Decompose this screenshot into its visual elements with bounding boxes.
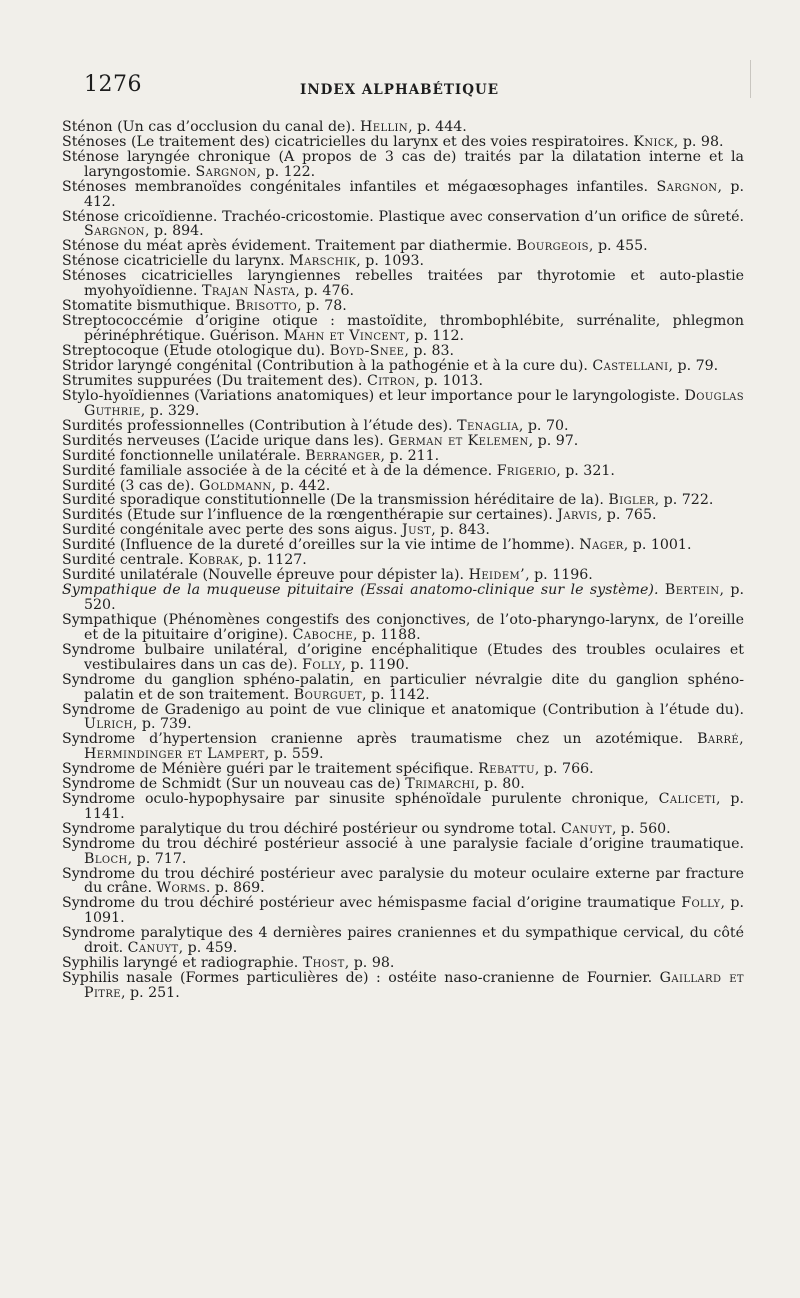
index-entry xyxy=(62,374,744,389)
entry-page-ref: , p. 329. xyxy=(140,402,200,419)
index-entry xyxy=(62,269,744,299)
index-entry xyxy=(62,837,744,867)
entry-page-ref: , p. 843. xyxy=(431,522,490,539)
entry-page-ref: , p. 112. xyxy=(405,327,465,344)
index-entry xyxy=(62,135,744,150)
entry-page-ref: , p. 1093. xyxy=(356,253,425,270)
entry-author: Bloch xyxy=(84,850,128,867)
entry-page-ref: , p. 78. xyxy=(297,298,347,315)
entry-author: Barré, Hermindinger et Lampert xyxy=(84,731,745,763)
entry-page-ref: , p. 459. xyxy=(178,939,238,956)
entry-author: Jarvis xyxy=(557,507,598,524)
entry-author: Castellani xyxy=(592,357,669,374)
entry-author: Boyd-Snee xyxy=(329,342,405,359)
entry-author: Hellin xyxy=(360,119,409,135)
entry-author: Marschik xyxy=(289,253,357,270)
entry-title: Syndrome de Ménière guéri par le traitement spécifique. xyxy=(62,761,474,778)
entry-page-ref: , p. 1127. xyxy=(239,552,307,569)
entry-title: Syndrome du trou déchiré postérieur avec paralysie du moteur oculaire externe par fracture du crâne. xyxy=(62,865,744,897)
entry-page-ref: , p. 70. xyxy=(518,417,569,434)
entry-page-ref: , p. 559. xyxy=(264,746,324,763)
index-entry xyxy=(62,508,744,523)
index-entry xyxy=(62,150,744,180)
entry-author: Nager xyxy=(579,537,624,554)
entry-page-ref: , p. 560. xyxy=(611,820,671,837)
entry-title: Syndrome paralytique des 4 dernières paires craniennes et du sympathique cervical, du côté droit. xyxy=(62,925,744,956)
entry-page-ref: , p. 321. xyxy=(556,462,615,479)
index-entries xyxy=(62,120,744,1001)
index-entry xyxy=(62,792,744,822)
entry-page-ref: , p. 1013. xyxy=(415,372,484,389)
index-entry xyxy=(62,449,744,464)
index-entry xyxy=(62,568,744,583)
entry-title: Stylo-hyoïdiennes (Variations anatomiques) et leur importance pour le laryngologiste. xyxy=(62,387,680,404)
entry-title: Sténon (Un cas d’occlusion du canal de). xyxy=(62,119,356,135)
entry-title: Surdité congénitale avec perte des sons aigus. xyxy=(62,522,398,539)
entry-title: Sténose laryngée chronique (A propos de 3 cas de) traités par la dilatation interne et la laryngostomie. xyxy=(62,148,744,180)
running-head: INDEX ALPHABÉTIQUE xyxy=(300,82,500,98)
entry-page-ref: , p. 98. xyxy=(673,133,724,150)
entry-title: Syphilis laryngé et radiographie. xyxy=(62,954,299,971)
index-entry xyxy=(62,762,744,777)
entry-author: Citron xyxy=(366,372,416,389)
entry-page-ref: . p. 869. xyxy=(205,880,265,897)
entry-author: Caliceti xyxy=(658,791,717,808)
entry-title: Syndrome du ganglion sphéno-palatin, en particulier névralgie dite du ganglion sphéno-palatin et de son traitement. xyxy=(62,671,744,703)
entry-author: Thost xyxy=(302,954,345,971)
entry-page-ref: , p. 211. xyxy=(380,447,440,464)
entry-author: Canuyt xyxy=(127,939,179,956)
entry-author: Worms xyxy=(156,880,206,897)
page-number: 1276 xyxy=(84,72,142,97)
index-entry xyxy=(62,867,744,897)
entry-author: Douglas Guthrie xyxy=(84,387,744,419)
index-entry xyxy=(62,971,744,1001)
entry-author: Folly xyxy=(681,895,721,912)
entry-author: Bourgeois xyxy=(516,238,589,255)
entry-page-ref: , p. 97. xyxy=(528,432,579,449)
entry-author: Tenaglia xyxy=(457,417,519,434)
entry-author: Caboche xyxy=(292,626,353,643)
entry-author: Gaillard et Pitre xyxy=(84,969,745,1001)
entry-page-ref: , p. 1196. xyxy=(525,567,593,584)
entry-page-ref: , p. 79. xyxy=(668,357,719,374)
entry-title: Stomatite bismuthique. xyxy=(62,298,231,315)
index-entry xyxy=(62,822,744,837)
entry-title: Surdités nerveuses (L’acide urique dans les). xyxy=(62,432,384,449)
index-entry xyxy=(62,239,744,254)
index-entry xyxy=(62,673,744,703)
entry-author: Trajan Nasta xyxy=(201,283,296,300)
index-entry xyxy=(62,926,744,956)
entry-title: Surdité (3 cas de). xyxy=(62,477,195,494)
entry-author: Ulrich xyxy=(84,716,133,733)
entry-title: Surdités professionnelles (Contribution à l’étude des). xyxy=(62,417,453,434)
entry-title: Syndrome oculo-hypophysaire par sinusite sphénoïdale purulente chronique, xyxy=(62,791,649,808)
index-entry xyxy=(62,359,744,374)
index-entry xyxy=(62,956,744,971)
entry-page-ref: , p. 442. xyxy=(271,477,331,494)
entry-page-ref: , p. 722. xyxy=(654,492,714,509)
entry-author: Sargnon xyxy=(195,163,257,180)
entry-title: Syndrome d’hypertension cranienne après traumatisme chez un azotémique. xyxy=(62,731,684,748)
entry-page-ref: , p. 83. xyxy=(404,342,455,359)
entry-page-ref: , p. 476. xyxy=(295,283,355,300)
entry-title: Sténoses membranoïdes congénitales infantiles et mégaœsophages infantiles. xyxy=(62,178,649,195)
entry-author: Rebattu xyxy=(478,761,535,778)
entry-title: Surdité centrale. xyxy=(62,552,184,569)
margin-line xyxy=(750,60,751,98)
entry-page-ref: , p. 739. xyxy=(132,716,192,733)
index-entry xyxy=(62,180,744,210)
entry-title: Streptocoque (Etude otologique du). xyxy=(62,342,326,359)
entry-title: Sympathique de la muqueuse pituitaire (Essai anatomo-clinique sur le système). xyxy=(62,582,659,599)
entry-title: Stridor laryngé congénital (Contribution à la pathogénie et à la cure du). xyxy=(62,357,588,374)
index-entry xyxy=(62,643,744,673)
entry-page-ref: , p. 444. xyxy=(408,119,467,135)
entry-author: Sargnon xyxy=(656,178,718,195)
entry-author: Frigerio xyxy=(496,462,557,479)
index-entry xyxy=(62,344,744,359)
entry-title: Surdité (Influence de la dureté d’oreilles sur la vie intime de l’homme). xyxy=(62,537,575,554)
index-entry xyxy=(62,254,744,269)
index-entry xyxy=(62,120,744,135)
entry-author: Goldmann xyxy=(199,477,272,494)
entry-author: Bourguet xyxy=(293,686,362,703)
entry-page-ref: , p. 122. xyxy=(256,163,316,180)
entry-author: Heidem’ xyxy=(468,567,526,584)
entry-author: Bertein xyxy=(664,582,720,599)
entry-author: Mahn et Vincent xyxy=(283,327,406,344)
entry-page-ref: , p. 251. xyxy=(121,984,180,1001)
entry-author: Canuyt xyxy=(561,820,612,837)
entry-title: Sténoses (Le traitement des) cicatricielles du larynx et des voies respiratoires. xyxy=(62,133,629,150)
entry-author: Sargnon xyxy=(84,223,145,240)
entry-title: Strumites suppurées (Du traitement des). xyxy=(62,372,363,389)
index-entry xyxy=(62,732,744,762)
index-entry xyxy=(62,389,744,419)
entry-title: Syndrome de Schmidt (Sur un nouveau cas de) xyxy=(62,776,401,793)
entry-author: German et Kelemen xyxy=(388,432,529,449)
entry-author: Trimarchi xyxy=(405,776,476,793)
index-entry xyxy=(62,314,744,344)
entry-page-ref: , p. 412. xyxy=(84,178,744,210)
index-entry xyxy=(62,523,744,538)
entry-title: Sténose cricoïdienne. Trachéo-cricostomie. Plastique avec conservation d’un orifice de sûreté. xyxy=(62,208,744,225)
index-entry xyxy=(62,583,744,613)
entry-author: Knick xyxy=(633,133,674,150)
entry-page-ref: , p. 455. xyxy=(588,238,648,255)
index-entry xyxy=(62,493,744,508)
entry-author: Berranger xyxy=(305,447,381,464)
entry-page-ref: , p. 1190. xyxy=(341,656,410,673)
index-entry xyxy=(62,434,744,449)
index-entry xyxy=(62,210,744,240)
entry-title: Sténose cicatricielle du larynx. xyxy=(62,253,285,270)
entry-page-ref: , p. 80. xyxy=(475,776,525,793)
entry-author: Folly xyxy=(302,656,342,673)
entry-author: Bigler xyxy=(608,492,655,509)
entry-title: Surdités (Etude sur l’influence de la rœngenthérapie sur certaines). xyxy=(62,507,553,524)
entry-author: Just xyxy=(401,522,432,539)
index-entry xyxy=(62,419,744,434)
entry-title: Syndrome paralytique du trou déchiré postérieur ou syndrome total. xyxy=(62,820,557,837)
index-entry xyxy=(62,479,744,494)
entry-title: Surdité fonctionnelle unilatérale. xyxy=(62,447,301,464)
entry-page-ref: , p. 1142. xyxy=(361,686,430,703)
index-entry xyxy=(62,299,744,314)
index-entry xyxy=(62,553,744,568)
entry-title: Sympathique (Phénomènes congestifs des conjonctives, de l’oto-pharyngo-larynx, de l’oreille et de la pituitaire d’origine). xyxy=(62,612,744,643)
index-entry xyxy=(62,538,744,553)
index-entry xyxy=(62,896,744,926)
entry-title: Sténose du méat après évidement. Traitement par diathermie. xyxy=(62,238,512,255)
entry-page-ref: , p. 98. xyxy=(344,954,395,971)
entry-page-ref: , p. 1188. xyxy=(352,626,421,643)
entry-page-ref: , p. 894. xyxy=(144,223,204,240)
entry-page-ref: , p. 766. xyxy=(534,761,594,778)
entry-title: Streptococcémie d’origine otique : mastoïdite, thrombophlébite, surrénalite, phlegmon périnéphrétique. Guérison. xyxy=(62,313,744,344)
entry-page-ref: , p. 520. xyxy=(84,582,744,614)
index-entry xyxy=(62,703,744,733)
index-entry xyxy=(62,613,744,643)
index-entry xyxy=(62,777,744,792)
entry-title: Syndrome bulbaire unilatéral, d’origine encéphalitique (Etudes des troubles oculaires et vestibulaires dans un cas de). xyxy=(62,641,744,673)
entry-page-ref: , p. 1091. xyxy=(84,895,744,927)
entry-title: Surdité sporadique constitutionnelle (De la transmission héréditaire de la). xyxy=(62,492,604,509)
entry-title: Surdité familiale associée à de la cécité et à de la démence. xyxy=(62,462,493,479)
entry-author: Kobrak xyxy=(188,552,240,569)
index-entry xyxy=(62,464,744,479)
entry-page-ref: , p. 717. xyxy=(127,850,187,867)
entry-author: Brisotto xyxy=(235,298,298,315)
entry-page-ref: , p. 1001. xyxy=(623,537,692,554)
entry-title: Sténoses cicatricielles laryngiennes rebelles traitées par thyrotomie et auto-plastie myohyoïdienne. xyxy=(62,268,744,300)
entry-page-ref: , p. 1141. xyxy=(84,791,744,822)
entry-title: Syphilis nasale (Formes particulières de) : ostéite naso-cranienne de Fournier. xyxy=(62,969,653,986)
entry-title: Syndrome de Gradenigo au point de vue clinique et anatomique (Contribution à l’étude du). xyxy=(62,701,744,718)
entry-page-ref: , p. 765. xyxy=(597,507,657,524)
entry-title: Surdité unilatérale (Nouvelle épreuve pour dépister la). xyxy=(62,567,465,584)
entry-title: Syndrome du trou déchiré postérieur avec hémispasme facial d’origine traumatique xyxy=(62,895,676,912)
entry-title: Syndrome du trou déchiré postérieur associé à une paralysie faciale d’origine traumatique. xyxy=(62,835,744,852)
